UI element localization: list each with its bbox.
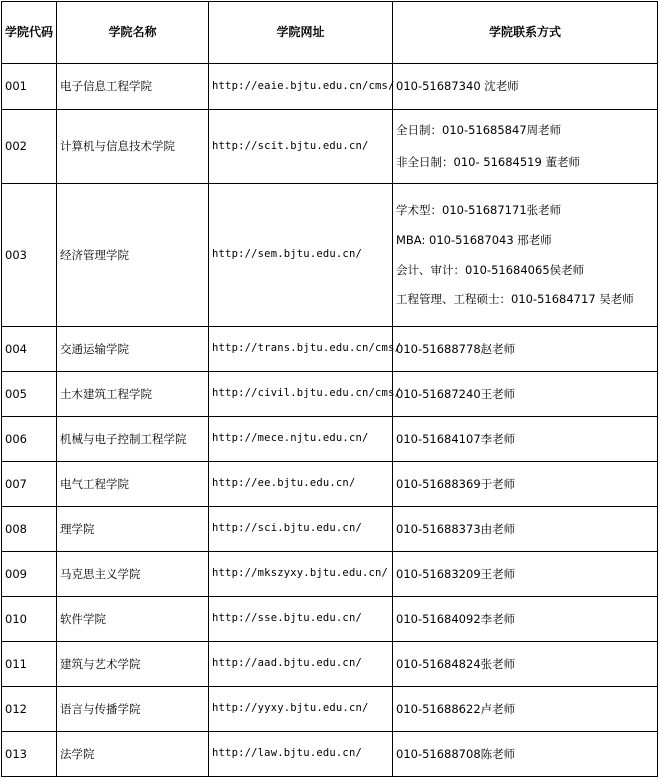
college-url[interactable]: http://civil.bjtu.edu.cn/cms/ <box>209 372 393 417</box>
college-contact <box>393 642 658 687</box>
contact-line: 010-51688369于老师 <box>396 476 516 491</box>
college-code: 002 <box>2 110 57 184</box>
college-url[interactable]: http://sem.bjtu.edu.cn/ <box>209 184 393 327</box>
table-row <box>2 372 658 417</box>
table-row <box>2 64 658 110</box>
college-contact-table <box>1 1 658 777</box>
contact-line: 非全日制：010- 51684519 董老师 <box>396 155 580 169</box>
table-row <box>2 417 658 462</box>
college-code: 003 <box>2 184 57 327</box>
college-code: 001 <box>2 64 57 110</box>
contact-line: MBA: 010-51687043 邢老师 <box>396 232 552 247</box>
college-url[interactable]: http://ee.bjtu.edu.cn/ <box>209 462 393 507</box>
college-name: 经济管理学院 <box>57 184 209 327</box>
contact-line: 学术型：010-51687171张老师 <box>396 202 562 217</box>
college-code: 006 <box>2 417 57 462</box>
college-url[interactable]: http://mece.njtu.edu.cn/ <box>209 417 393 462</box>
college-name: 土木建筑工程学院 <box>57 372 209 417</box>
contact-line: 010-51683209王老师 <box>396 566 516 581</box>
contact-line: 010-51688373由老师 <box>396 521 516 536</box>
header-url: 学院网址 <box>209 2 393 64</box>
table-row <box>2 687 658 732</box>
contact-line: 全日制：010-51685847周老师 <box>396 123 562 138</box>
college-name: 机械与电子控制工程学院 <box>57 417 209 462</box>
contact-line: 010-51687340 沈老师 <box>396 79 519 94</box>
college-code: 011 <box>2 642 57 687</box>
table-row <box>2 732 658 777</box>
table-row <box>2 507 658 552</box>
header-contact: 学院联系方式 <box>393 2 658 64</box>
college-contact <box>393 687 658 732</box>
contact-line: 工程管理、工程硕士：010-51684717 吴老师 <box>396 292 634 307</box>
contact-line: 010-51687240王老师 <box>396 386 516 401</box>
college-name: 法学院 <box>57 732 209 777</box>
college-url[interactable]: http://scit.bjtu.edu.cn/ <box>209 110 393 184</box>
college-code: 007 <box>2 462 57 507</box>
college-contact <box>393 597 658 642</box>
college-url[interactable]: http://sse.bjtu.edu.cn/ <box>209 597 393 642</box>
college-contact <box>393 462 658 507</box>
college-name: 建筑与艺术学院 <box>57 642 209 687</box>
header-row <box>2 2 658 64</box>
college-name: 软件学院 <box>57 597 209 642</box>
contact-line: 010-51688622卢老师 <box>396 701 516 716</box>
college-contact <box>393 372 658 417</box>
contact-line: 010-51684092李老师 <box>396 611 516 626</box>
contact-line: 010-51684824张老师 <box>396 656 516 671</box>
college-name: 交通运输学院 <box>57 327 209 372</box>
college-url[interactable]: http://yyxy.bjtu.edu.cn/ <box>209 687 393 732</box>
college-code: 012 <box>2 687 57 732</box>
college-url[interactable]: http://aad.bjtu.edu.cn/ <box>209 642 393 687</box>
college-code: 013 <box>2 732 57 777</box>
college-url[interactable]: http://mkszyxy.bjtu.edu.cn/ <box>209 552 393 597</box>
contact-line: 010-51688708陈老师 <box>396 746 516 761</box>
college-contact <box>393 507 658 552</box>
college-contact <box>393 417 658 462</box>
contact-line: 010-51688778赵老师 <box>396 341 516 356</box>
college-code: 005 <box>2 372 57 417</box>
college-name: 马克思主义学院 <box>57 552 209 597</box>
table-row <box>2 462 658 507</box>
contact-line: 010-51684107李老师 <box>396 431 516 446</box>
college-contact <box>393 327 658 372</box>
header-code: 学院代码 <box>2 2 57 64</box>
table-row <box>2 642 658 687</box>
college-url[interactable]: http://trans.bjtu.edu.cn/cms/ <box>209 327 393 372</box>
college-contact <box>393 184 658 327</box>
college-url[interactable]: http://sci.bjtu.edu.cn/ <box>209 507 393 552</box>
college-name: 电子信息工程学院 <box>57 64 209 110</box>
contact-line: 会计、审计：010-51684065侯老师 <box>396 262 585 277</box>
college-contact <box>393 64 658 110</box>
table-row <box>2 552 658 597</box>
college-name: 理学院 <box>57 507 209 552</box>
college-code: 004 <box>2 327 57 372</box>
college-name: 语言与传播学院 <box>57 687 209 732</box>
header-name: 学院名称 <box>57 2 209 64</box>
table-row <box>2 327 658 372</box>
table-row <box>2 597 658 642</box>
table-row <box>2 184 658 327</box>
table-row <box>2 110 658 184</box>
college-contact <box>393 552 658 597</box>
college-code: 009 <box>2 552 57 597</box>
college-url[interactable]: http://law.bjtu.edu.cn/ <box>209 732 393 777</box>
college-url[interactable]: http://eaie.bjtu.edu.cn/cms/ <box>209 64 393 110</box>
college-code: 008 <box>2 507 57 552</box>
college-contact <box>393 110 658 184</box>
college-contact <box>393 732 658 777</box>
college-code: 010 <box>2 597 57 642</box>
college-name: 计算机与信息技术学院 <box>57 110 209 184</box>
college-name: 电气工程学院 <box>57 462 209 507</box>
